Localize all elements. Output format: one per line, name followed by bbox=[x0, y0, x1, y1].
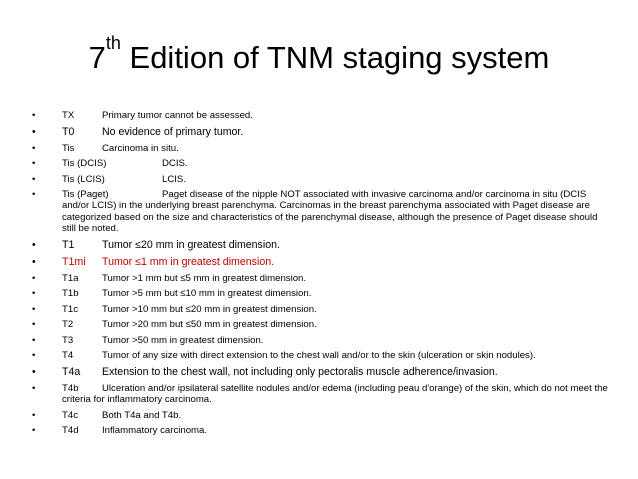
stage-description: Primary tumor cannot be assessed. bbox=[102, 110, 253, 121]
stage-code: Tis (LCIS) bbox=[62, 173, 105, 185]
stage-description: Paget disease of the nipple NOT associated with invasive carcinoma and/or carcinoma in situ (DCIS and/or LCIS) in the underlying breast parenchyma. Carcinomas in the breast parenchyma associated with Paget disease are categorized based on the size and characteristics of the parenchymal disease, although the presence of Paget disease should still be noted. bbox=[62, 189, 598, 235]
stage-description: Tumor >10 mm but ≤20 mm in greatest dimension. bbox=[102, 303, 317, 315]
bullet: • bbox=[32, 303, 36, 315]
list-item-t1mi bbox=[0, 256, 638, 268]
staging-list bbox=[0, 110, 638, 441]
list-item-t1b bbox=[0, 288, 638, 299]
stage-description: Tumor >5 mm but ≤10 mm in greatest dimension. bbox=[102, 288, 312, 300]
stage-code: Tis (DCIS) bbox=[62, 158, 107, 169]
list-item-t0 bbox=[0, 126, 638, 138]
list-item-tis-dcis bbox=[0, 158, 638, 169]
title-suffix: Edition of TNM staging system bbox=[120, 40, 550, 75]
stage-code: T1a bbox=[62, 272, 79, 284]
stage-description: LCIS. bbox=[162, 173, 186, 185]
stage-code: Tis (Paget) bbox=[62, 189, 109, 200]
list-item-t4c bbox=[0, 410, 638, 421]
stage-code: T1c bbox=[62, 303, 78, 315]
list-item-t1 bbox=[0, 239, 638, 251]
stage-code: T4c bbox=[62, 409, 78, 421]
bullet: • bbox=[32, 158, 36, 169]
title-superscript: th bbox=[105, 33, 121, 53]
stage-description: Inflammatory carcinoma. bbox=[102, 425, 208, 437]
bullet: • bbox=[32, 350, 36, 362]
bullet: • bbox=[32, 334, 36, 346]
stage-description: Tumor >50 mm in greatest dimension. bbox=[102, 334, 264, 346]
stage-code: T1mi bbox=[62, 255, 86, 268]
list-item-t4 bbox=[0, 350, 638, 361]
slide-title bbox=[0, 33, 638, 78]
bullet: • bbox=[32, 189, 36, 200]
stage-code: Tis bbox=[62, 142, 75, 154]
list-item-t1c bbox=[0, 304, 638, 315]
bullet: • bbox=[32, 272, 36, 284]
stage-code: T4a bbox=[62, 365, 81, 378]
title-prefix: 7 bbox=[88, 40, 106, 75]
bullet: • bbox=[32, 288, 36, 300]
stage-code: T1b bbox=[62, 288, 79, 300]
stage-code: T4 bbox=[62, 350, 74, 362]
stage-code: T2 bbox=[62, 319, 74, 331]
stage-code: T0 bbox=[62, 125, 75, 138]
bullet: • bbox=[32, 425, 36, 437]
stage-description: DCIS. bbox=[162, 158, 188, 169]
bullet: • bbox=[32, 125, 36, 138]
stage-description: Both T4a and T4b. bbox=[102, 409, 182, 421]
bullet: • bbox=[32, 382, 36, 394]
stage-code: T1 bbox=[62, 238, 75, 251]
stage-description: Carcinoma in situ. bbox=[102, 142, 179, 154]
stage-description: Ulceration and/or ipsilateral satellite nodules and/or edema (including peau d'orange) of the skin, which do not meet the criteria for inflammatory carcinoma. bbox=[62, 382, 608, 406]
stage-description: Tumor >20 mm but ≤50 mm in greatest dimension. bbox=[102, 319, 317, 331]
stage-code: TX bbox=[62, 110, 75, 121]
list-item-t4b bbox=[0, 383, 638, 406]
bullet: • bbox=[32, 319, 36, 331]
bullet: • bbox=[32, 173, 36, 185]
bullet: • bbox=[32, 238, 36, 251]
list-item-t3 bbox=[0, 335, 638, 346]
bullet: • bbox=[32, 142, 36, 154]
list-item-tis-paget bbox=[0, 189, 638, 235]
stage-description: Tumor ≤20 mm in greatest dimension. bbox=[102, 238, 280, 251]
list-item-t2 bbox=[0, 319, 638, 330]
bullet: • bbox=[32, 365, 36, 378]
bullet: • bbox=[32, 409, 36, 421]
stage-description: No evidence of primary tumor. bbox=[102, 125, 244, 138]
stage-description: Tumor >1 mm but ≤5 mm in greatest dimension. bbox=[102, 272, 307, 284]
list-item-t1a bbox=[0, 273, 638, 284]
list-item-tis-lcis bbox=[0, 174, 638, 185]
bullet: • bbox=[32, 255, 36, 268]
stage-description: Extension to the chest wall, not including only pectoralis muscle adherence/invasion. bbox=[102, 365, 498, 378]
list-item-tx bbox=[0, 110, 638, 121]
stage-code: T3 bbox=[62, 334, 74, 346]
list-item-tis bbox=[0, 143, 638, 154]
stage-description: Tumor ≤1 mm in greatest dimension. bbox=[102, 255, 275, 268]
stage-description: Tumor of any size with direct extension to the chest wall and/or to the skin (ulceration or skin nodules). bbox=[102, 350, 536, 362]
list-item-t4a bbox=[0, 366, 638, 378]
stage-code: T4b bbox=[62, 382, 79, 394]
stage-code: T4d bbox=[62, 425, 79, 437]
bullet: • bbox=[32, 110, 36, 121]
list-item-t4d bbox=[0, 425, 638, 436]
